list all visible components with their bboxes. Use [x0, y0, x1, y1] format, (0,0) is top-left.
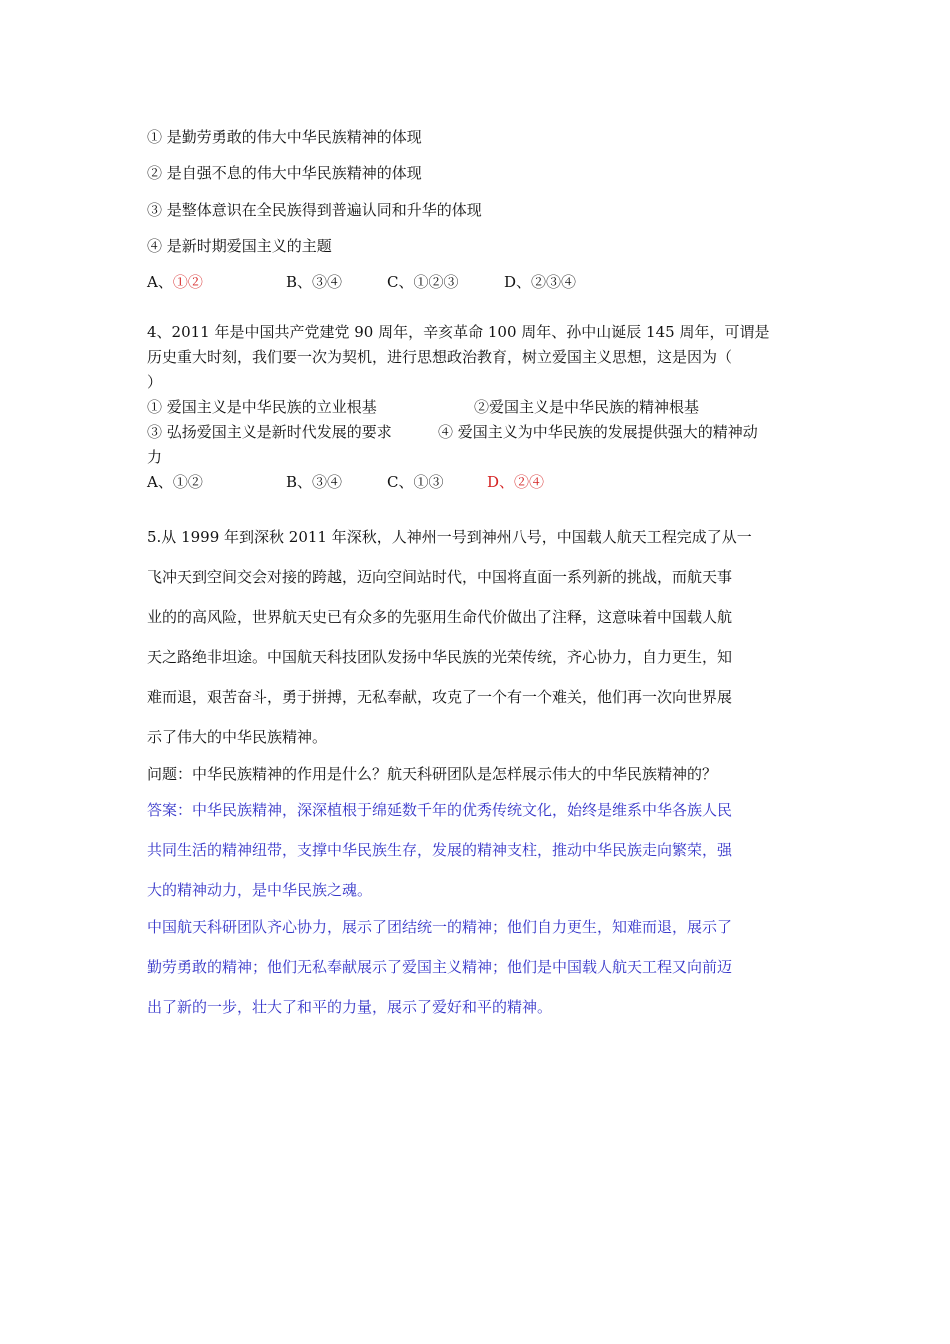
q4-statement-4-wrap: 力	[147, 448, 163, 466]
q5-answer-line-6: 出了新的一步，壮大了和平的力量，展示了爱好和平的精神。	[147, 998, 553, 1016]
q5-stem-line-2: 飞冲天到空间交会对接的跨越，迈向空间站时代，中国将直面一系列新的挑战，而航天事	[147, 568, 733, 586]
q3-option-c: C、①②③	[387, 273, 459, 291]
q3-statement-4: ④ 是新时期爱国主义的主题	[147, 237, 332, 255]
q5-answer-line-5: 勤劳勇敢的精神；他们无私奉献展示了爱国主义精神；他们是中国载人航天工程又向前迈	[147, 958, 733, 976]
q4-stem-line-3: ）	[147, 373, 163, 391]
q4-statement-1: ① 爱国主义是中华民族的立业根基	[147, 398, 377, 416]
q5-stem-line-1: 5.从 1999 年到深秋 2011 年深秋，人神州一号到神州八号，中国载人航天工程完成了从一	[147, 528, 752, 546]
q5-answer-line-3: 大的精神动力，是中华民族之魂。	[147, 881, 373, 899]
q3-statement-1: ① 是勤劳勇敢的伟大中华民族精神的体现	[147, 128, 422, 146]
q4-statement-2: ②爱国主义是中华民族的精神根基	[474, 398, 700, 416]
q5-question: 问题：中华民族精神的作用是什么？航天科研团队是怎样展示伟大的中华民族精神的？	[147, 765, 718, 783]
q4-statement-3: ③ 弘扬爱国主义是新时代发展的要求	[147, 423, 392, 441]
q4-option-c: C、①③	[387, 473, 444, 491]
q5-answer-line-4: 中国航天科研团队齐心协力，展示了团结统一的精神；他们自力更生，知难而退，展示了	[147, 918, 733, 936]
q4-option-d: D、②④	[487, 473, 545, 491]
q5-stem-line-3: 业的的高风险，世界航天史已有众多的先驱用生命代价做出了注释，这意味着中国载人航	[147, 608, 733, 626]
q4-option-a: A、①②	[147, 473, 203, 491]
q5-answer-line-1: 答案：中华民族精神，深深植根于绵延数千年的优秀传统文化，始终是维系中华各族人民	[147, 801, 733, 819]
q3-statement-2: ② 是自强不息的伟大中华民族精神的体现	[147, 164, 422, 182]
q5-stem-line-5: 难而退，艰苦奋斗，勇于拼搏，无私奉献，攻克了一个有一个难关，他们再一次向世界展	[147, 688, 733, 706]
q3-option-b: B、③④	[286, 273, 343, 291]
q3-statement-3: ③ 是整体意识在全民族得到普遍认同和升华的体现	[147, 201, 482, 219]
q5-answer-line-2: 共同生活的精神纽带，支撑中华民族生存，发展的精神支柱，推动中华民族走向繁荣，强	[147, 841, 733, 859]
q4-stem-line-2: 历史重大时刻，我们要一次为契机，进行思想政治教育，树立爱国主义思想，这是因为（	[147, 348, 733, 366]
q4-stem-line-1: 4、2011 年是中国共产党建党 90 周年，辛亥革命 100 周年、孙中山诞辰 145 周年，可谓是	[147, 323, 770, 341]
q3-option-a-prefix: A、	[147, 273, 173, 291]
q5-stem-line-6: 示了伟大的中华民族精神。	[147, 728, 328, 746]
q4-statement-4: ④ 爱国主义为中华民族的发展提供强大的精神动	[438, 423, 758, 441]
q3-option-d: D、②③④	[504, 273, 577, 291]
q4-option-b: B、③④	[286, 473, 343, 491]
q3-option-a-value: ①②	[172, 273, 203, 291]
q5-stem-line-4: 天之路绝非坦途。中国航天科技团队发扬中华民族的光荣传统，齐心协力，自力更生，知	[147, 648, 733, 666]
q3-option-a	[147, 271, 203, 292]
